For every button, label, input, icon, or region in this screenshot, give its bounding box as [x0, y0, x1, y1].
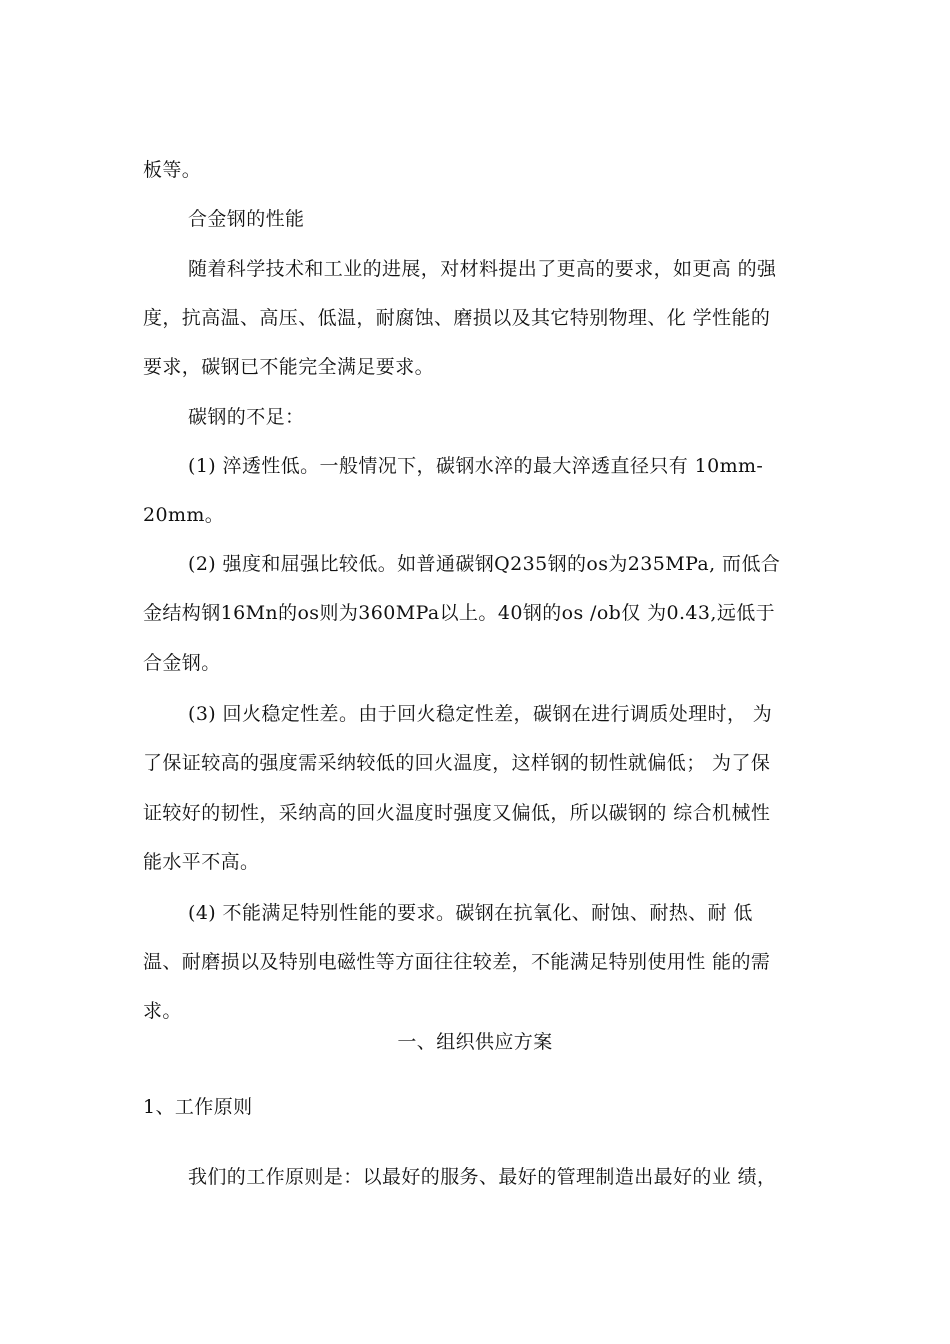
list-item: (3) 回火稳定性差。由于回火稳定性差，碳钢在进行调质处理时， 为	[188, 703, 773, 725]
text-line: 随着科学技术和工业的进展，对材料提出了更高的要求，如更高 的强	[188, 258, 777, 280]
text-line: 板等。	[143, 159, 202, 181]
text-line: 度，抗高温、高压、低温，耐腐蚀、磨损以及其它特别物理、化 学性能的	[143, 307, 771, 329]
chapter-title: 一、组织供应方案	[397, 1031, 553, 1053]
text-line: 合金钢。	[143, 652, 221, 674]
list-item: (2) 强度和屈强比较低。如普通碳钢Q235钢的os为235MPa, 而低合	[188, 553, 781, 575]
list-item: (4) 不能满足特别性能的要求。碳钢在抗氧化、耐蚀、耐热、耐 低	[188, 902, 753, 924]
text-line: 求。	[143, 1000, 182, 1022]
text-line: 了保证较高的强度需采纳较低的回火温度，这样钢的韧性就偏低； 为了保	[143, 752, 771, 774]
text-line: 能水平不高。	[143, 851, 260, 873]
text-line: 20mm。	[143, 504, 225, 526]
section-heading: 1、工作原则	[143, 1096, 253, 1118]
text-line: 证较好的韧性，采纳高的回火温度时强度又偏低，所以碳钢的 综合机械性	[143, 802, 771, 824]
text-line: 金结构钢16Mn的os则为360MPa以上。40钢的os /ob仅 为0.43,远低于	[143, 602, 776, 624]
section-heading: 合金钢的性能	[188, 208, 305, 230]
text-line: 温、耐磨损以及特别电磁性等方面往往较差，不能满足特别使用性 能的需	[143, 951, 771, 973]
text-line: 要求，碳钢已不能完全满足要求。	[143, 356, 435, 378]
text-line: 我们的工作原则是：以最好的服务、最好的管理制造出最好的业 绩，	[188, 1166, 777, 1188]
section-heading: 碳钢的不足：	[188, 406, 305, 428]
list-item: (1) 淬透性低。一般情况下，碳钢水淬的最大淬透直径只有 10mm-	[188, 455, 764, 477]
